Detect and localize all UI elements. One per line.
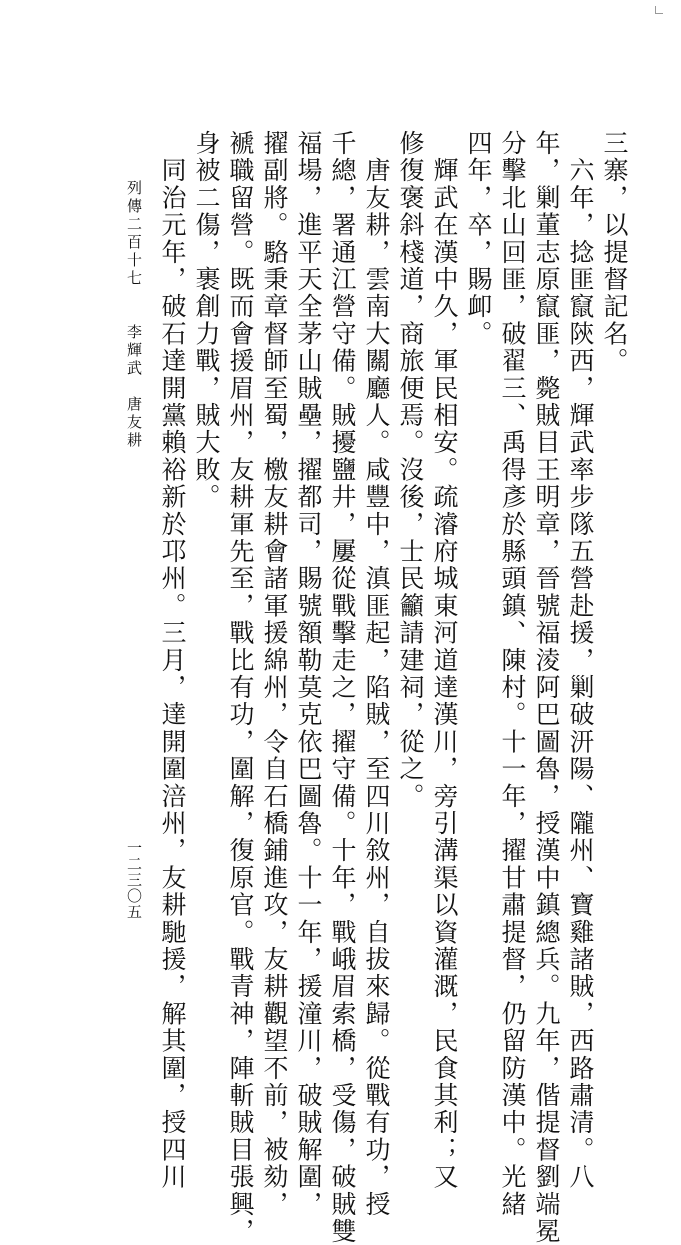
text-column-11: 擢副將。駱秉章督師至蜀，檄友耕會諸軍援綿州，令自石橋鋪進攻，友耕觀望不前，被劾， (260, 130, 289, 1218)
text-column-7: 修復褒斜棧道，商旅便焉。沒後，士民籲請建祠，從之。 (396, 130, 425, 810)
text-column-4: 分擊北山回匪，破翟三、禹得彥於縣頭鎮、陳村。十一年，擢甘肅提督，仍留防漢中。光緒 (498, 130, 527, 1218)
text-column-13: 身被二傷，裹創力戰，賊大敗。 (192, 130, 221, 511)
text-column-6: 輝武在漢中久，軍民相安。疏濬府城東河道達漢川，旁引溝渠以資灌溉，民食其利；又 (430, 130, 459, 1191)
text-column-9: 千總，署通江營守備。賊擾鹽井，屢從戰擊走之，擢守備。十年，戰峨眉索橋，受傷，破賊雙 (328, 130, 357, 1245)
page-number: 一二三〇五 (125, 840, 143, 920)
text-column-12: 褫職留營。既而會援眉州，友耕軍先至，戰比有功，圍解，復原官。戰青神，陣斬賊目張興， (226, 130, 255, 1245)
running-header: 列傳二百十七 李輝武 唐友耕 (125, 180, 143, 450)
text-column-10: 福場，進平天全茅山賊壘，擢都司，賜號額勒莫克依巴圖魯。十一年，援潼川，破賊解圍， (294, 130, 323, 1218)
text-column-5: 四年，卒，賜卹。 (464, 130, 493, 348)
text-column-8: 唐友耕，雲南大關廳人。咸豐中，滇匪起，陷賊，至四川敘州，自拔來歸。從戰有功，授 (362, 130, 391, 1218)
text-column-1: 三寨，以提督記名。 (600, 130, 629, 375)
text-column-2: 六年，捻匪竄陝西，輝武率步隊五營赴援，剿破汧陽、隴州、寶雞諸賊，西路肅清。八 (566, 130, 595, 1191)
text-column-3: 年，剿董志原竄匪，斃賊目王明章，晉號福淩阿巴圖魯，授漢中鎮總兵。九年，偕提督劉端冕 (532, 130, 561, 1245)
crop-mark (655, 6, 663, 14)
text-column-14: 同治元年，破石達開黨賴裕新於邛州。三月，達開圍涪州，友耕馳援，解其圍，授四川 (158, 130, 187, 1191)
